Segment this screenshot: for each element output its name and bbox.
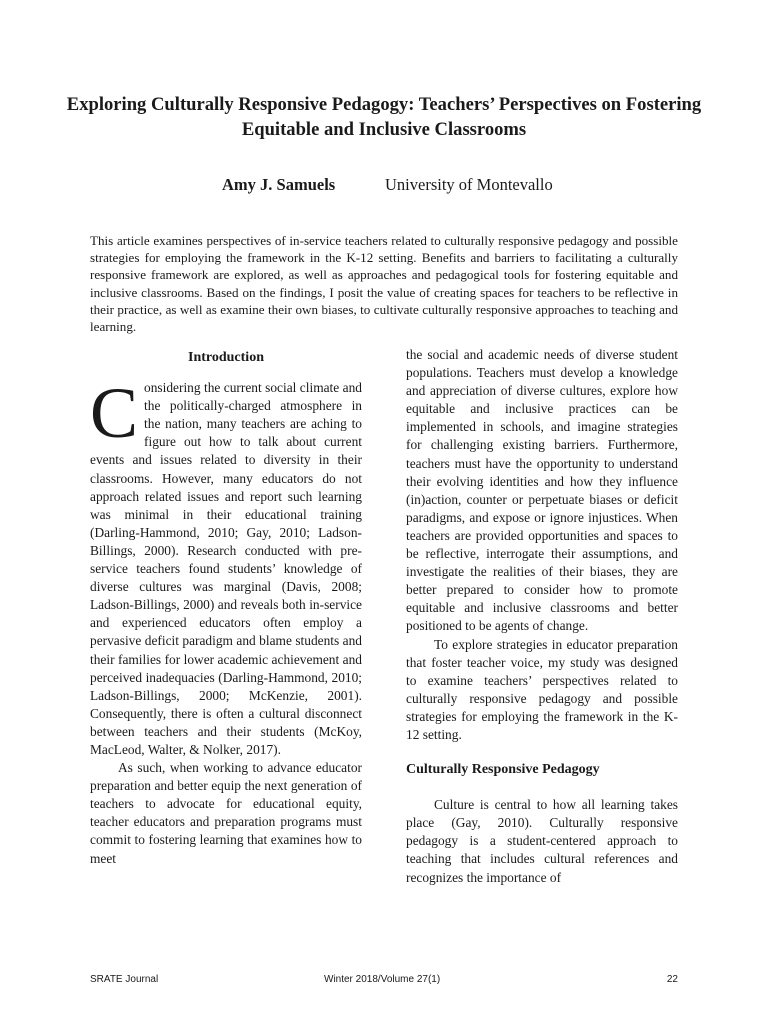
right-column (406, 346, 678, 887)
left-column (90, 346, 362, 868)
author-affiliation: University of Montevallo (385, 175, 553, 194)
abstract: This article examines perspectives of in-service teachers related to culturally responsive pedagogy and possible strategies for employing the framework in the K-12 setting. Benefits and barriers to facilitating a culturally responsive framework are explored, as well as approaches and pedagogical tools for fostering equitable and inclusive classrooms. Based on the findings, I posit the value of creating spaces for teachers to be reflective in their practice, as well as examine their own biases, to cultivate culturally responsive approaches to teaching and learning. (90, 233, 678, 335)
intro-paragraph-1 (90, 373, 362, 759)
intro-paragraph-3: the social and academic needs of diverse student populations. Teachers must develop a knowledge and appreciation of diverse cultures, explore how equitable and inclusive practices can be implemented in schools, and imagine strategies for challenging existing barriers. Furthermore, teachers must have the opportunity to understand their evolving identities and how they influence (in)action, counter or perpetuate biases or deficit paradigms, and expose or ignore injustices. When teachers are provided opportunities and spaces to be reflective, interrogate their assumptions, and investigate the realities of their biases, they are better prepared to consider how to promote equitable and inclusive classrooms and better positioned to be agents of change. (406, 347, 678, 634)
intro-paragraph-4: To explore strategies in educator preparation that foster teacher voice, my study was designed to examine teachers’ perspectives related to culturally responsive pedagogy and possible strategies for employing the framework in the K-12 setting. (406, 636, 678, 742)
drop-cap: C (90, 373, 139, 454)
footer-journal: SRATE Journal (90, 974, 159, 985)
footer-issue: Winter 2018/Volume 27(1) (324, 974, 441, 985)
crp-paragraph-1: Culture is central to how all learning takes place (Gay, 2010). Culturally responsive pedagogy is a student-centered approach to teaching that includes cultural references and recognizes the importance of (406, 797, 678, 885)
section-heading-introduction: Introduction (188, 350, 264, 365)
intro-paragraph-2: As such, when working to advance educator preparation and better equip the next generation of teachers to advocate for educational equity, teacher educators and preparation programs must commit to fostering learning that examines how to meet (90, 760, 362, 866)
author-name: Amy J. Samuels (222, 175, 336, 194)
intro-paragraph-1-text: onsidering the current social climate and the politically-charged atmosphere in the nation, many teachers are aching to figure out how to talk about current events and issues related to diversity in their classrooms. However, many educators do not approach related issues and report such learning was minimal in their educational training (Darling-Hammond, 2010; Gay, 2010; Ladson-Billings, 2000). Research conducted with pre-service teachers found students’ knowledge of diverse cultures was marginal (Davis, 2008; Ladson-Billings, 2000) and reveals both in-service and experienced educators often employ a pervasive deficit paradigm and blame students and their families for lower academic achievement and perceived inadequacies (Darling-Hammond, 2010; Ladson-Billings, 2000; McKenzie, 2001). Consequently, there is often a cultural disconnect between teachers and their students (McKoy, MacLeod, Walter, & Nolker, 2017). (90, 380, 362, 757)
page-footer (90, 974, 678, 990)
section-heading-crp: Culturally Responsive Pedagogy (406, 762, 600, 778)
footer-page-number: 22 (666, 974, 678, 985)
paper-title: Exploring Culturally Responsive Pedagogy: Teachers’ Perspectives on Fostering Equitable and Inclusive Classrooms (66, 94, 702, 140)
